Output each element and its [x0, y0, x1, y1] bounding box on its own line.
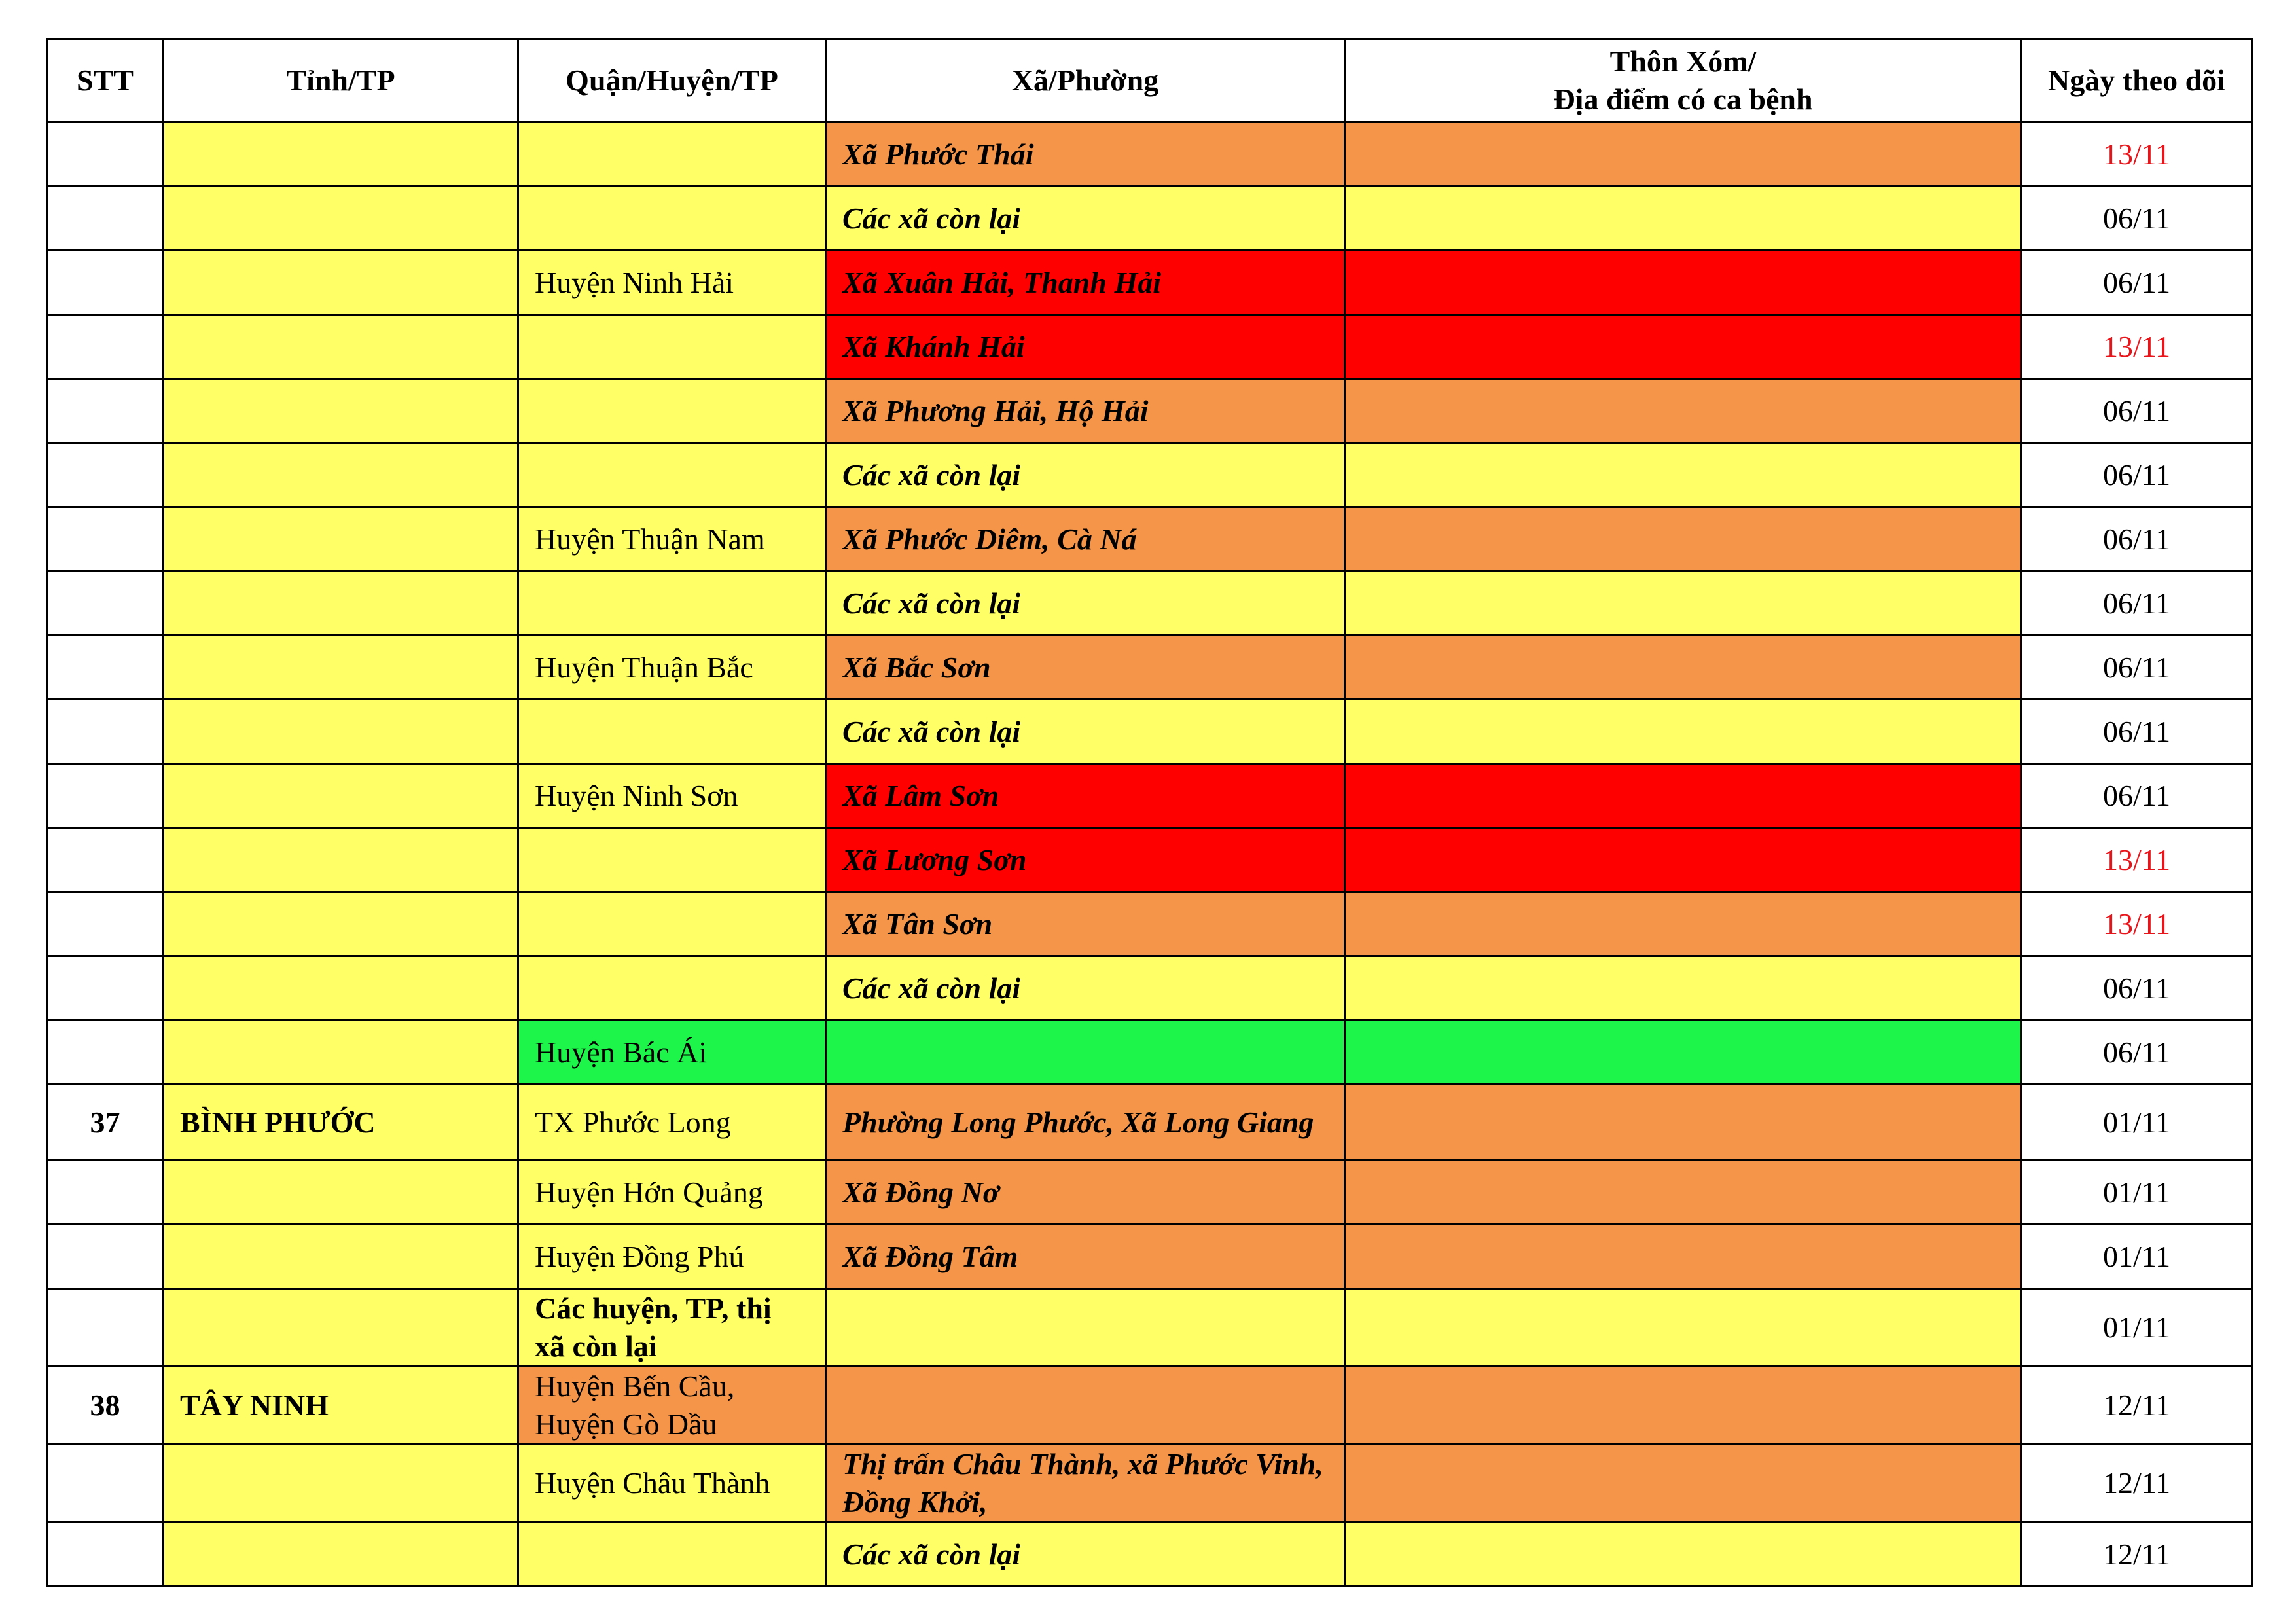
cell-district	[518, 892, 826, 956]
cell-commune: Xã Bắc Sơn	[826, 636, 1345, 700]
table-row	[47, 1445, 2252, 1523]
cell-province	[164, 1225, 518, 1289]
cell-hamlet	[1345, 1225, 2022, 1289]
cell-commune: Thị trấn Châu Thành, xã Phước Vinh, Đồng Khởi,	[826, 1445, 1345, 1523]
table-row	[47, 1085, 2252, 1161]
table-row	[47, 764, 2252, 828]
cell-stt	[47, 764, 164, 828]
cell-district: Huyện Bác Ái	[518, 1020, 826, 1085]
header-province: Tỉnh/TP	[164, 39, 518, 122]
cell-district	[518, 187, 826, 251]
cell-hamlet	[1345, 1445, 2022, 1523]
cell-stt	[47, 379, 164, 443]
cell-district	[518, 956, 826, 1020]
cell-hamlet	[1345, 1289, 2022, 1367]
table-row	[47, 828, 2252, 892]
cell-hamlet	[1345, 507, 2022, 571]
cell-hamlet	[1345, 315, 2022, 379]
cell-commune: Các xã còn lại	[826, 187, 1345, 251]
cell-commune: Các xã còn lại	[826, 956, 1345, 1020]
cell-province	[164, 828, 518, 892]
header-commune: Xã/Phường	[826, 39, 1345, 122]
header-hamlet: Thôn Xóm/ Địa điểm có ca bệnh	[1345, 39, 2022, 122]
cell-province: BÌNH PHƯỚC	[164, 1085, 518, 1161]
cell-commune: Xã Phước Thái	[826, 122, 1345, 187]
cell-stt	[47, 122, 164, 187]
cell-province	[164, 379, 518, 443]
cell-stt: 37	[47, 1085, 164, 1161]
cell-commune: Xã Phước Diêm, Cà Ná	[826, 507, 1345, 571]
cell-date: 01/11	[2022, 1289, 2252, 1367]
cell-stt: 38	[47, 1367, 164, 1445]
cell-date: 06/11	[2022, 507, 2252, 571]
cell-commune: Phường Long Phước, Xã Long Giang	[826, 1085, 1345, 1161]
table-row	[47, 1161, 2252, 1225]
cell-hamlet	[1345, 1367, 2022, 1445]
outbreak-table	[46, 38, 2253, 1587]
cell-date: 13/11	[2022, 315, 2252, 379]
cell-stt	[47, 1289, 164, 1367]
cell-province	[164, 251, 518, 315]
table-row	[47, 700, 2252, 764]
cell-province	[164, 700, 518, 764]
cell-commune	[826, 1367, 1345, 1445]
cell-province	[164, 1289, 518, 1367]
cell-stt	[47, 251, 164, 315]
cell-date: 06/11	[2022, 1020, 2252, 1085]
table-body	[47, 122, 2252, 1587]
cell-stt	[47, 1020, 164, 1085]
cell-date: 01/11	[2022, 1085, 2252, 1161]
cell-date: 01/11	[2022, 1225, 2252, 1289]
table-row	[47, 1020, 2252, 1085]
cell-province	[164, 636, 518, 700]
cell-stt	[47, 1445, 164, 1523]
cell-date: 06/11	[2022, 764, 2252, 828]
cell-date: 12/11	[2022, 1523, 2252, 1587]
cell-province	[164, 315, 518, 379]
cell-date: 13/11	[2022, 828, 2252, 892]
table-row	[47, 636, 2252, 700]
cell-province	[164, 571, 518, 636]
cell-date: 13/11	[2022, 122, 2252, 187]
cell-hamlet	[1345, 251, 2022, 315]
table-row	[47, 122, 2252, 187]
cell-commune: Xã Đồng Tâm	[826, 1225, 1345, 1289]
table-row	[47, 571, 2252, 636]
cell-district	[518, 1523, 826, 1587]
table-row	[47, 315, 2252, 379]
cell-district: Huyện Ninh Sơn	[518, 764, 826, 828]
cell-district	[518, 571, 826, 636]
cell-province	[164, 1161, 518, 1225]
cell-district	[518, 379, 826, 443]
cell-district: Huyện Hớn Quảng	[518, 1161, 826, 1225]
cell-commune: Các xã còn lại	[826, 1523, 1345, 1587]
cell-district: Huyện Đồng Phú	[518, 1225, 826, 1289]
cell-district: Huyện Thuận Nam	[518, 507, 826, 571]
cell-stt	[47, 700, 164, 764]
cell-hamlet	[1345, 379, 2022, 443]
cell-stt	[47, 443, 164, 507]
cell-hamlet	[1345, 122, 2022, 187]
table-row	[47, 1523, 2252, 1587]
cell-district: Huyện Bến Cầu, Huyện Gò Dầu	[518, 1367, 826, 1445]
cell-hamlet	[1345, 892, 2022, 956]
cell-date: 06/11	[2022, 379, 2252, 443]
cell-commune: Các xã còn lại	[826, 443, 1345, 507]
cell-date: 06/11	[2022, 700, 2252, 764]
cell-commune: Xã Lâm Sơn	[826, 764, 1345, 828]
header-date: Ngày theo dõi	[2022, 39, 2252, 122]
table-row	[47, 892, 2252, 956]
cell-district: Huyện Ninh Hải	[518, 251, 826, 315]
cell-commune	[826, 1289, 1345, 1367]
cell-date: 13/11	[2022, 892, 2252, 956]
cell-hamlet	[1345, 700, 2022, 764]
cell-hamlet	[1345, 571, 2022, 636]
table-row	[47, 1225, 2252, 1289]
table-row	[47, 443, 2252, 507]
cell-province	[164, 764, 518, 828]
cell-stt	[47, 892, 164, 956]
cell-district	[518, 443, 826, 507]
cell-commune: Xã Đồng Nơ	[826, 1161, 1345, 1225]
cell-hamlet	[1345, 636, 2022, 700]
cell-date: 06/11	[2022, 571, 2252, 636]
cell-district: Các huyện, TP, thị xã còn lại	[518, 1289, 826, 1367]
cell-district	[518, 700, 826, 764]
table-row	[47, 251, 2252, 315]
cell-date: 06/11	[2022, 187, 2252, 251]
cell-date: 12/11	[2022, 1367, 2252, 1445]
cell-commune: Xã Xuân Hải, Thanh Hải	[826, 251, 1345, 315]
cell-hamlet	[1345, 187, 2022, 251]
table-row	[47, 187, 2252, 251]
cell-hamlet	[1345, 443, 2022, 507]
cell-province	[164, 1523, 518, 1587]
cell-hamlet	[1345, 1161, 2022, 1225]
cell-commune: Các xã còn lại	[826, 700, 1345, 764]
cell-province	[164, 892, 518, 956]
header-district: Quận/Huyện/TP	[518, 39, 826, 122]
cell-district	[518, 122, 826, 187]
cell-commune: Xã Lương Sơn	[826, 828, 1345, 892]
cell-hamlet	[1345, 1523, 2022, 1587]
cell-commune: Các xã còn lại	[826, 571, 1345, 636]
cell-district: Huyện Châu Thành	[518, 1445, 826, 1523]
table-row	[47, 956, 2252, 1020]
cell-province	[164, 443, 518, 507]
cell-date: 01/11	[2022, 1161, 2252, 1225]
cell-province	[164, 1445, 518, 1523]
cell-date: 06/11	[2022, 956, 2252, 1020]
table-row	[47, 1367, 2252, 1445]
cell-district: Huyện Thuận Bắc	[518, 636, 826, 700]
cell-date: 06/11	[2022, 443, 2252, 507]
cell-district	[518, 828, 826, 892]
cell-commune: Xã Tân Sơn	[826, 892, 1345, 956]
cell-district: TX Phước Long	[518, 1085, 826, 1161]
cell-stt	[47, 828, 164, 892]
cell-date: 12/11	[2022, 1445, 2252, 1523]
cell-date: 06/11	[2022, 251, 2252, 315]
cell-date: 06/11	[2022, 636, 2252, 700]
cell-hamlet	[1345, 764, 2022, 828]
header-row	[47, 39, 2252, 122]
cell-commune: Xã Phương Hải, Hộ Hải	[826, 379, 1345, 443]
cell-province: TÂY NINH	[164, 1367, 518, 1445]
cell-commune: Xã Khánh Hải	[826, 315, 1345, 379]
cell-hamlet	[1345, 828, 2022, 892]
table-row	[47, 379, 2252, 443]
header-stt: STT	[47, 39, 164, 122]
cell-stt	[47, 187, 164, 251]
cell-stt	[47, 636, 164, 700]
cell-commune	[826, 1020, 1345, 1085]
cell-stt	[47, 1225, 164, 1289]
cell-province	[164, 1020, 518, 1085]
cell-district	[518, 315, 826, 379]
cell-province	[164, 507, 518, 571]
cell-stt	[47, 1161, 164, 1225]
cell-hamlet	[1345, 1020, 2022, 1085]
table-row	[47, 507, 2252, 571]
cell-stt	[47, 956, 164, 1020]
cell-hamlet	[1345, 1085, 2022, 1161]
cell-stt	[47, 315, 164, 379]
cell-stt	[47, 571, 164, 636]
cell-stt	[47, 507, 164, 571]
cell-hamlet	[1345, 956, 2022, 1020]
cell-stt	[47, 1523, 164, 1587]
cell-province	[164, 956, 518, 1020]
table-row	[47, 1289, 2252, 1367]
cell-province	[164, 187, 518, 251]
cell-province	[164, 122, 518, 187]
